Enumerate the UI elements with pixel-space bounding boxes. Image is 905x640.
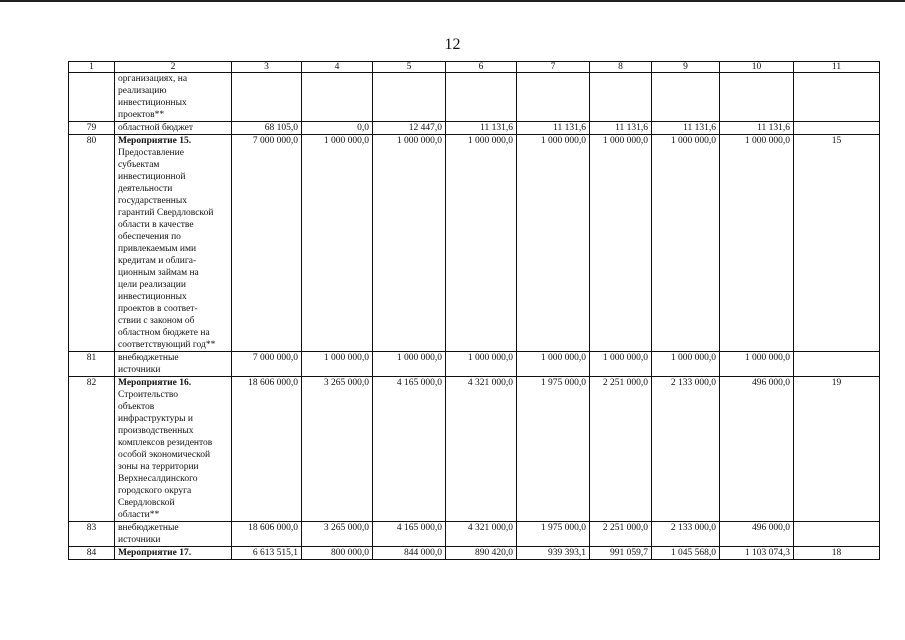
value-cell: 1 000 000,0 [373, 135, 446, 352]
value-cell: 4 165 000,0 [373, 522, 446, 547]
value-cell: 890 420,0 [446, 547, 517, 560]
header-cell: 5 [373, 62, 446, 73]
row-number [69, 73, 115, 122]
top-border-line [0, 0, 905, 2]
value-cell: 6 613 515,1 [232, 547, 302, 560]
row-number: 81 [69, 352, 115, 377]
page-number: 12 [444, 36, 461, 53]
table-row [69, 135, 880, 352]
value-cell: 18 606 000,0 [232, 522, 302, 547]
table-row [69, 73, 880, 122]
value-cell [446, 73, 517, 122]
value-cell: 11 131,6 [517, 122, 590, 135]
value-cell: 3 265 000,0 [302, 522, 373, 547]
target-indicator-cell [794, 522, 880, 547]
value-cell: 1 000 000,0 [720, 352, 794, 377]
value-cell: 1 000 000,0 [446, 135, 517, 352]
item-name-text: Предоставление субъектам инвестиционной деятельности государственных гарантий Свердловской области в качестве обеспечения по привлекаемым ими кредитам и облига- ционным займам на цели реализации инвестиционных проектов в соответ- ствии с законом об областном бюджете на соответствующий год** [118, 148, 216, 350]
header-cell: 6 [446, 62, 517, 73]
header-cell: 10 [720, 62, 794, 73]
value-cell: 1 975 000,0 [517, 377, 590, 522]
value-cell: 11 131,6 [446, 122, 517, 135]
value-cell: 11 131,6 [720, 122, 794, 135]
item-name-text: внебюджетные источники [118, 353, 179, 375]
value-cell: 2 251 000,0 [590, 522, 652, 547]
value-cell: 3 265 000,0 [302, 377, 373, 522]
row-number: 83 [69, 522, 115, 547]
item-name-cell [115, 377, 232, 522]
budget-table [68, 61, 880, 560]
value-cell: 939 393,1 [517, 547, 590, 560]
value-cell: 800 000,0 [302, 547, 373, 560]
item-name-cell [115, 522, 232, 547]
value-cell [373, 73, 446, 122]
value-cell: 1 000 000,0 [720, 135, 794, 352]
value-cell [517, 73, 590, 122]
target-indicator-cell: 19 [794, 377, 880, 522]
value-cell: 1 000 000,0 [652, 352, 720, 377]
item-name-cell [115, 122, 232, 135]
value-cell: 2 133 000,0 [652, 522, 720, 547]
value-cell: 1 000 000,0 [302, 135, 373, 352]
value-cell: 1 000 000,0 [517, 352, 590, 377]
value-cell: 7 000 000,0 [232, 135, 302, 352]
value-cell [590, 73, 652, 122]
item-name-cell [115, 73, 232, 122]
value-cell: 1 000 000,0 [446, 352, 517, 377]
value-cell: 7 000 000,0 [232, 352, 302, 377]
value-cell: 4 321 000,0 [446, 522, 517, 547]
value-cell: 12 447,0 [373, 122, 446, 135]
target-indicator-cell [794, 352, 880, 377]
value-cell: 2 251 000,0 [590, 377, 652, 522]
table-row [69, 377, 880, 522]
measure-title: Мероприятие 15. [118, 136, 192, 146]
header-cell: 1 [69, 62, 115, 73]
value-cell: 1 000 000,0 [302, 352, 373, 377]
measure-title: Мероприятие 17. [118, 548, 192, 558]
header-cell: 7 [517, 62, 590, 73]
value-cell: 496 000,0 [720, 522, 794, 547]
table-row [69, 522, 880, 547]
item-name-cell [115, 352, 232, 377]
row-number: 82 [69, 377, 115, 522]
item-name-cell [115, 547, 232, 560]
value-cell: 1 000 000,0 [373, 352, 446, 377]
header-cell: 4 [302, 62, 373, 73]
value-cell: 1 975 000,0 [517, 522, 590, 547]
value-cell: 4 321 000,0 [446, 377, 517, 522]
value-cell: 1 000 000,0 [652, 135, 720, 352]
header-cell: 9 [652, 62, 720, 73]
item-name-text: внебюджетные источники [118, 523, 179, 545]
row-number: 79 [69, 122, 115, 135]
value-cell: 2 133 000,0 [652, 377, 720, 522]
value-cell [652, 73, 720, 122]
value-cell: 68 105,0 [232, 122, 302, 135]
value-cell: 11 131,6 [590, 122, 652, 135]
value-cell [720, 73, 794, 122]
value-cell: 1 000 000,0 [590, 135, 652, 352]
measure-title: Мероприятие 16. [118, 378, 192, 388]
target-indicator-cell [794, 73, 880, 122]
table-row [69, 547, 880, 560]
value-cell: 4 165 000,0 [373, 377, 446, 522]
header-row [69, 62, 880, 73]
value-cell: 1 045 568,0 [652, 547, 720, 560]
header-cell: 11 [794, 62, 880, 73]
value-cell: 0,0 [302, 122, 373, 135]
value-cell: 1 000 000,0 [590, 352, 652, 377]
row-number: 80 [69, 135, 115, 352]
value-cell: 1 000 000,0 [517, 135, 590, 352]
item-name-cell [115, 135, 232, 352]
table-row [69, 352, 880, 377]
header-cell: 8 [590, 62, 652, 73]
target-indicator-cell: 15 [794, 135, 880, 352]
value-cell: 11 131,6 [652, 122, 720, 135]
item-name-text: областной бюджет [118, 123, 194, 133]
value-cell: 991 059,7 [590, 547, 652, 560]
header-cell: 3 [232, 62, 302, 73]
table-row [69, 122, 880, 135]
row-number: 84 [69, 547, 115, 560]
value-cell [232, 73, 302, 122]
value-cell: 496 000,0 [720, 377, 794, 522]
value-cell: 844 000,0 [373, 547, 446, 560]
target-indicator-cell: 18 [794, 547, 880, 560]
value-cell: 1 103 074,3 [720, 547, 794, 560]
value-cell [302, 73, 373, 122]
target-indicator-cell [794, 122, 880, 135]
item-name-text: Строительство объектов инфраструктуры и производственных комплексов резидентов особой экономической зоны на территории Верхнесалдинского городского округа Свердловской области** [118, 390, 213, 520]
header-cell: 2 [115, 62, 232, 73]
item-name-text: организациях, на реализацию инвестиционных проектов** [118, 74, 188, 120]
value-cell: 18 606 000,0 [232, 377, 302, 522]
